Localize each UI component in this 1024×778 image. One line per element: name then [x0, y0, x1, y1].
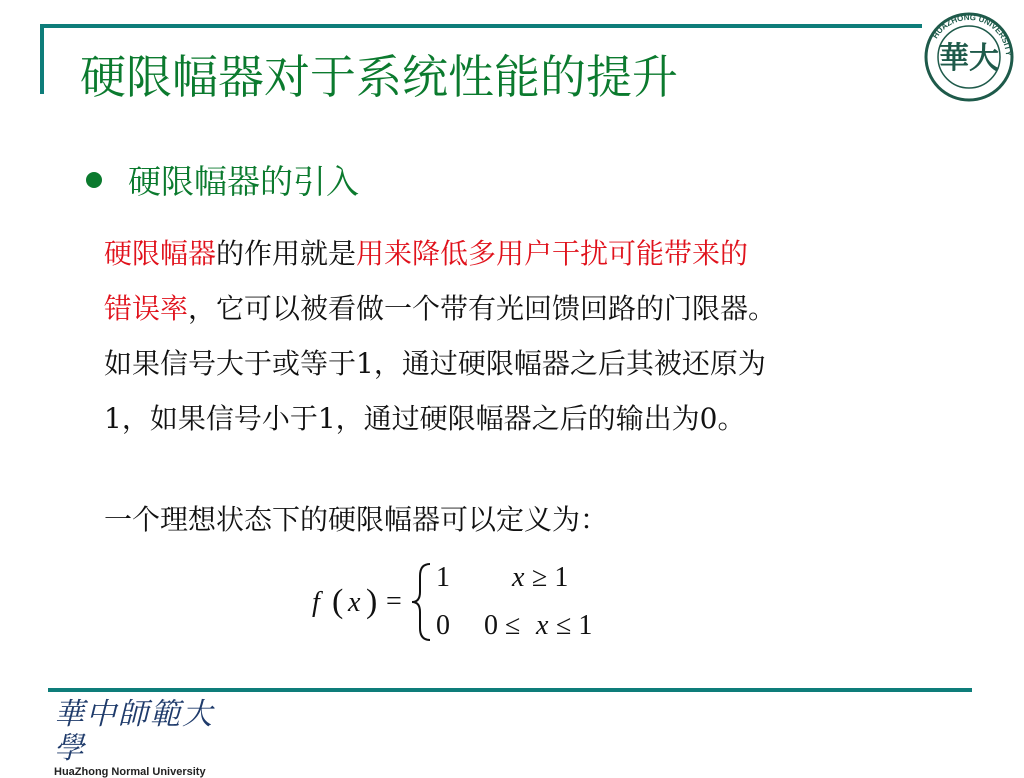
piecewise-formula — [310, 556, 610, 648]
seal-ring-text: HUAZHONG UNIVERSITY — [930, 12, 1014, 57]
paragraph-line-3: 如果信号大于或等于1，通过硬限幅器之后其被还原为 — [104, 347, 766, 380]
formula-rparen: ) — [366, 583, 378, 620]
case1-value: 1 — [436, 562, 450, 593]
definition-text: 一个理想状态下的硬限幅器可以定义为： — [104, 503, 609, 536]
highlight-error-rate: 错误率 — [104, 292, 189, 325]
formula-brace — [412, 564, 430, 640]
university-seal-logo — [924, 12, 1014, 102]
footer-divider — [48, 688, 972, 692]
highlight-hard-limiter: 硬限幅器 — [104, 237, 217, 270]
highlight-purpose: 用来降低多用户干扰可能带来的 — [356, 237, 749, 270]
slide-title: 硬限幅器对于系统性能的提升 — [80, 50, 678, 104]
case1-condition: ≥ 1 — [532, 562, 569, 593]
seal-center-glyph: 華大 — [939, 41, 999, 76]
bullet-dot-icon — [86, 172, 102, 188]
case2-condition: ≤ 1 — [556, 610, 593, 641]
bullet-item — [86, 156, 359, 203]
footer-logo-chinese: 華中師範大學 — [54, 697, 214, 766]
case2-value: 0 — [436, 610, 450, 641]
paragraph-line-2 — [104, 281, 944, 336]
bullet-text: 硬限幅器的引入 — [128, 162, 359, 201]
formula-x: x — [348, 587, 361, 618]
formula-f: f — [312, 587, 320, 618]
paragraph-text: 的作用就是 — [216, 237, 357, 270]
case2-x: x — [536, 610, 549, 641]
paragraph-line-1 — [104, 226, 944, 281]
title-frame-top-line — [40, 24, 922, 28]
title-frame-left-line — [40, 24, 44, 94]
formula-lparen: ( — [332, 583, 344, 620]
description-paragraph — [104, 226, 944, 446]
case1-x: x — [512, 562, 525, 593]
footer-logo-english: HuaZhong Normal University — [54, 766, 206, 778]
formula-equals: = — [386, 586, 402, 617]
paragraph-line-4: 1，如果信号小于1，通过硬限幅器之后的输出为0。 — [104, 402, 746, 435]
case2-lower-bound: 0 ≤ — [484, 610, 521, 641]
paragraph-text: ，它可以被看做一个带有光回馈回路的门限器。 — [188, 292, 777, 325]
footer-university-logo — [48, 697, 220, 778]
